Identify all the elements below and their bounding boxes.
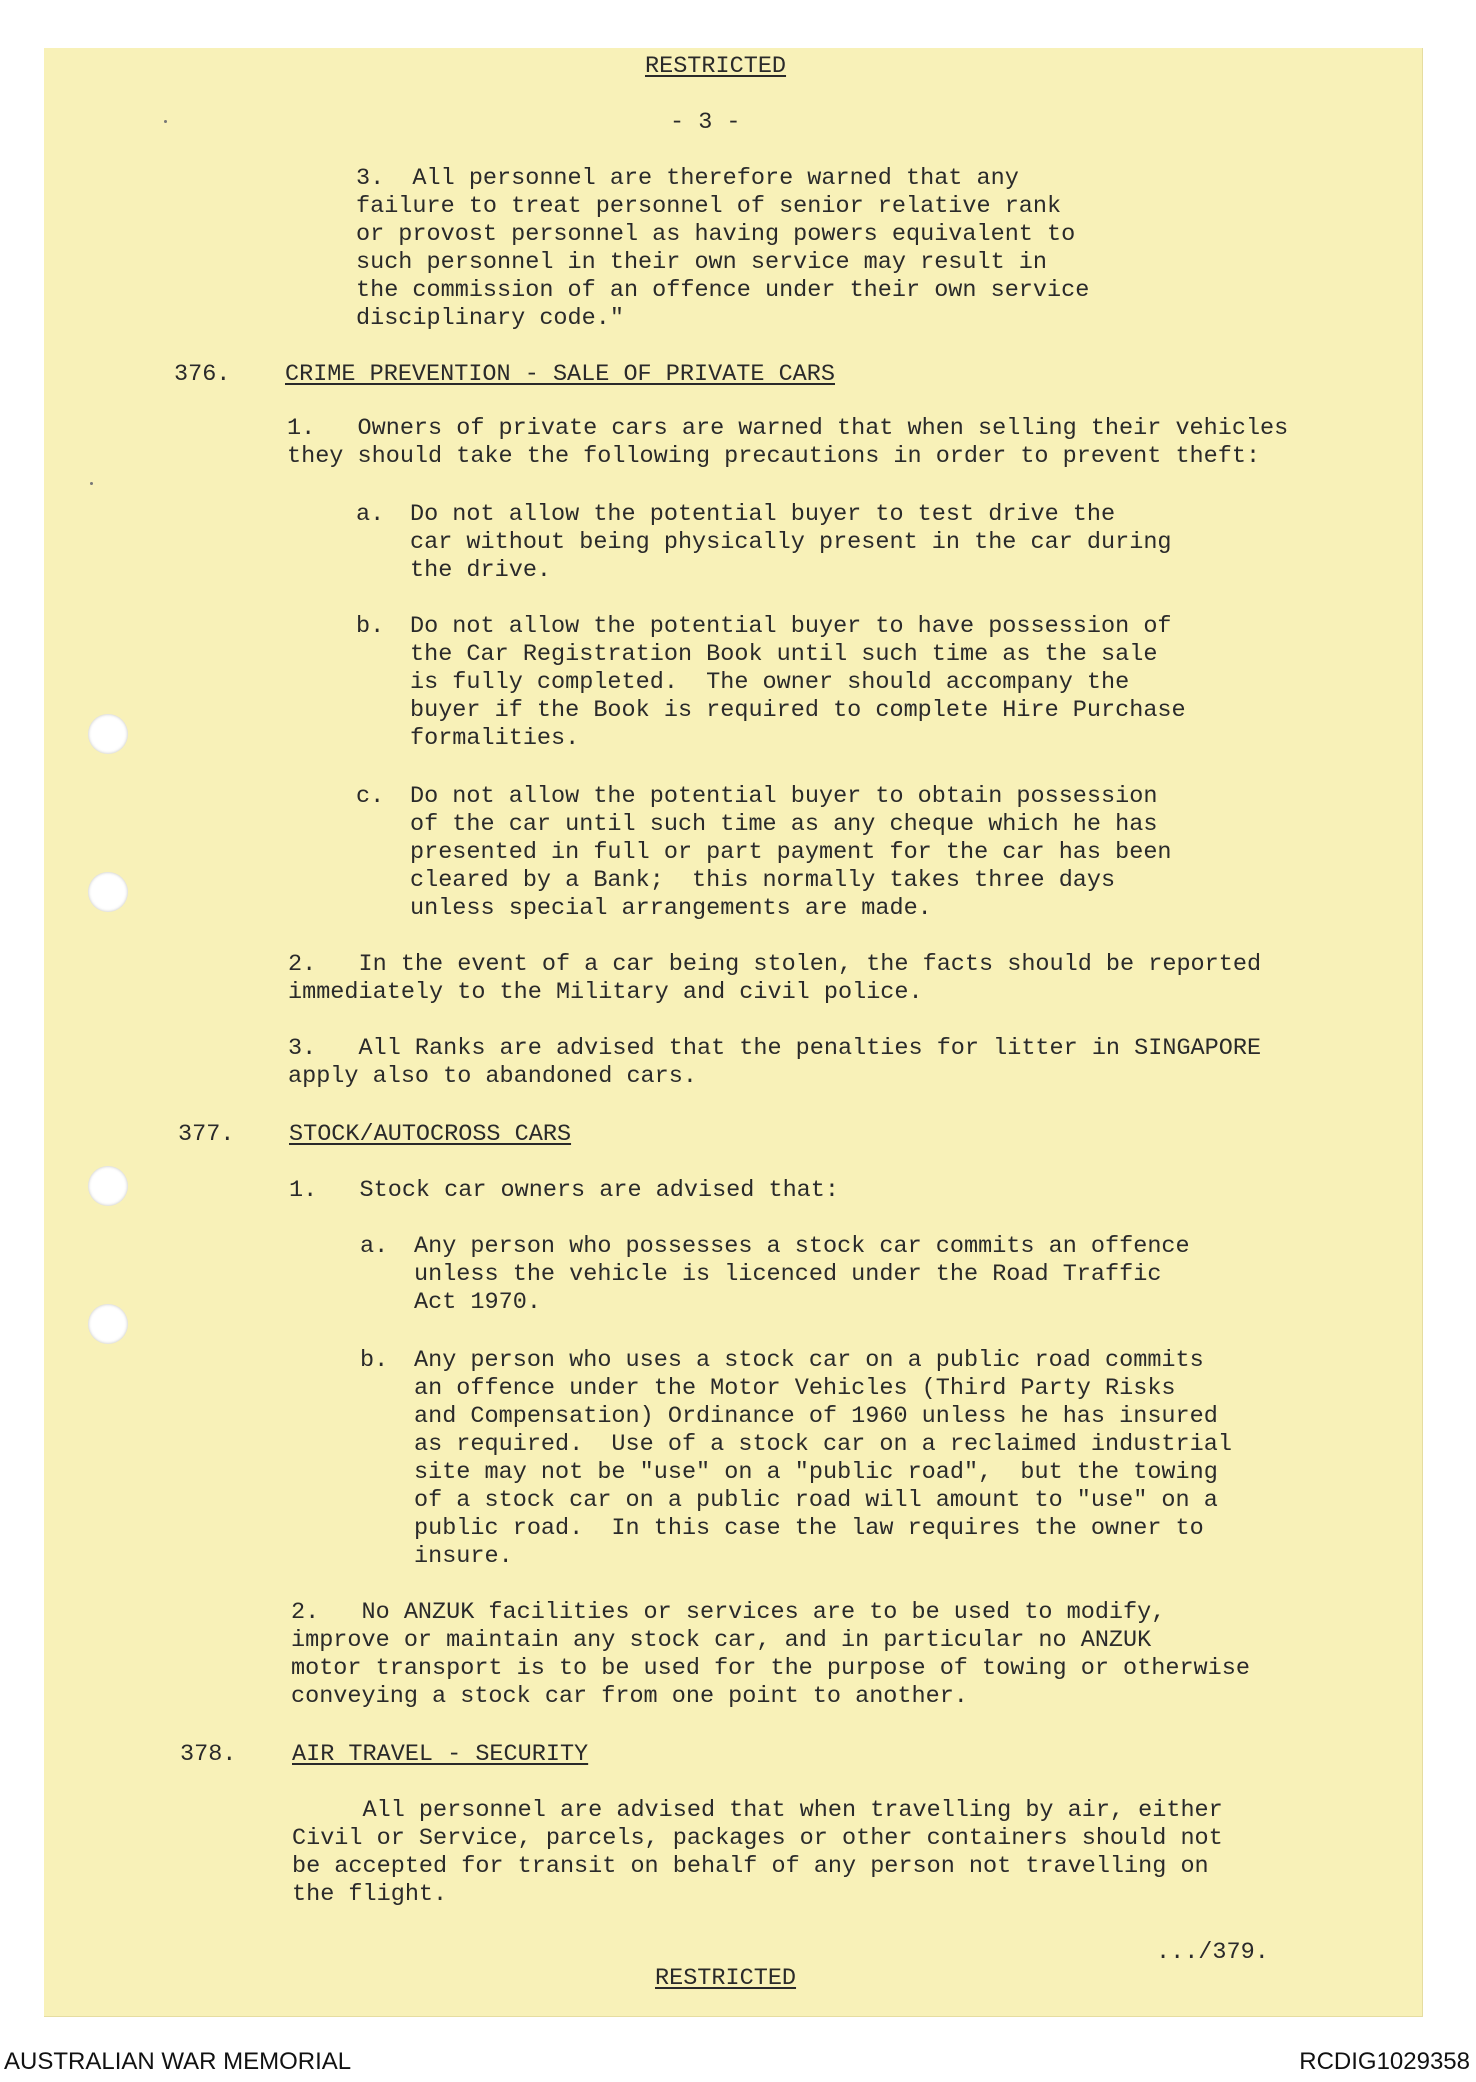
- text-line: formalities.: [410, 725, 580, 752]
- item-label: a.: [356, 501, 385, 528]
- item-label: a.: [360, 1233, 389, 1260]
- text-line: apply also to abandoned cars.: [288, 1063, 697, 1090]
- text-line: or provost personnel as having powers equivalent to: [356, 221, 1076, 248]
- text-line: immediately to the Military and civil police.: [288, 979, 923, 1006]
- classification-footer: RESTRICTED: [655, 1965, 797, 1992]
- text-line: insure.: [414, 1543, 513, 1570]
- text-line: unless the vehicle is licenced under the Road Traffic: [414, 1261, 1162, 1288]
- punch-hole: [88, 872, 128, 912]
- section-number: 378.: [180, 1741, 237, 1768]
- text-line: presented in full or part payment for the car has been: [410, 839, 1172, 866]
- text-line: of a stock car on a public road will amount to "use" on a: [414, 1487, 1218, 1514]
- text-line: 3. All Ranks are advised that the penalties for litter in SINGAPORE: [288, 1035, 1262, 1062]
- text-line: Act 1970.: [414, 1289, 541, 1316]
- text-line: Do not allow the potential buyer to have possession of: [410, 613, 1172, 640]
- item-label: c.: [356, 783, 385, 810]
- item-label: b.: [356, 613, 385, 640]
- text-line: as required. Use of a stock car on a reclaimed industrial: [414, 1431, 1232, 1458]
- text-line: conveying a stock car from one point to another.: [291, 1683, 968, 1710]
- continuation-marker: .../379.: [1156, 1939, 1269, 1966]
- text-line: 1. Stock car owners are advised that:: [289, 1177, 839, 1204]
- text-line: site may not be "use" on a "public road", but the towing: [414, 1459, 1218, 1486]
- text-line: public road. In this case the law requires the owner to: [414, 1515, 1204, 1542]
- text-line: buyer if the Book is required to complete Hire Purchase: [410, 697, 1186, 724]
- section-heading: CRIME PREVENTION - SALE OF PRIVATE CARS: [285, 361, 835, 388]
- text-line: disciplinary code.": [356, 305, 624, 332]
- text-line: improve or maintain any stock car, and in particular no ANZUK: [291, 1627, 1152, 1654]
- text-line: is fully completed. The owner should accompany the: [410, 669, 1130, 696]
- document-page: [44, 48, 1423, 2017]
- page-number: - 3 -: [670, 109, 741, 136]
- text-line: car without being physically present in the car during: [410, 529, 1172, 556]
- text-line: All personnel are advised that when travelling by air, either: [292, 1797, 1223, 1824]
- text-line: Civil or Service, parcels, packages or other containers should not: [292, 1825, 1223, 1852]
- section-heading: AIR TRAVEL - SECURITY: [292, 1741, 589, 1768]
- text-line: cleared by a Bank; this normally takes three days: [410, 867, 1116, 894]
- paper-speck: [164, 120, 167, 123]
- text-line: 2. In the event of a car being stolen, the facts should be reported: [288, 951, 1262, 978]
- text-line: the drive.: [410, 557, 552, 584]
- text-line: of the car until such time as any cheque which he has: [410, 811, 1158, 838]
- text-line: 2. No ANZUK facilities or services are to be used to modify,: [291, 1599, 1166, 1626]
- classification-header: RESTRICTED: [645, 53, 787, 80]
- text-line: Do not allow the potential buyer to obtain possession: [410, 783, 1158, 810]
- text-line: motor transport is to be used for the purpose of towing or otherwise: [291, 1655, 1250, 1682]
- punch-hole: [88, 1166, 128, 1206]
- section-number: 377.: [178, 1121, 235, 1148]
- section-number: 376.: [174, 361, 231, 388]
- text-line: 1. Owners of private cars are warned that when selling their vehicles: [287, 415, 1289, 442]
- item-label: b.: [360, 1347, 389, 1374]
- punch-hole: [88, 714, 128, 754]
- text-line: 3. All personnel are therefore warned that any: [356, 165, 1019, 192]
- text-line: be accepted for transit on behalf of any person not travelling on: [292, 1853, 1209, 1880]
- text-line: unless special arrangements are made.: [410, 895, 932, 922]
- text-line: failure to treat personnel of senior relative rank: [356, 193, 1062, 220]
- text-line: and Compensation) Ordinance of 1960 unless he has insured: [414, 1403, 1218, 1430]
- text-line: an offence under the Motor Vehicles (Third Party Risks: [414, 1375, 1176, 1402]
- text-line: Any person who uses a stock car on a public road commits: [414, 1347, 1204, 1374]
- text-line: the commission of an offence under their own service: [356, 277, 1090, 304]
- text-line: the flight.: [292, 1881, 448, 1908]
- text-line: Do not allow the potential buyer to test drive the: [410, 501, 1116, 528]
- section-heading: STOCK/AUTOCROSS CARS: [289, 1121, 572, 1148]
- text-line: they should take the following precautions in order to prevent theft:: [287, 443, 1261, 470]
- text-line: the Car Registration Book until such time as the sale: [410, 641, 1158, 668]
- text-line: such personnel in their own service may result in: [356, 249, 1048, 276]
- punch-hole: [88, 1304, 128, 1344]
- text-line: Any person who possesses a stock car commits an offence: [414, 1233, 1190, 1260]
- archive-reference: RCDIG1029358: [1299, 2048, 1470, 2075]
- paper-speck: [90, 482, 93, 485]
- archive-credit: AUSTRALIAN WAR MEMORIAL: [4, 2048, 352, 2075]
